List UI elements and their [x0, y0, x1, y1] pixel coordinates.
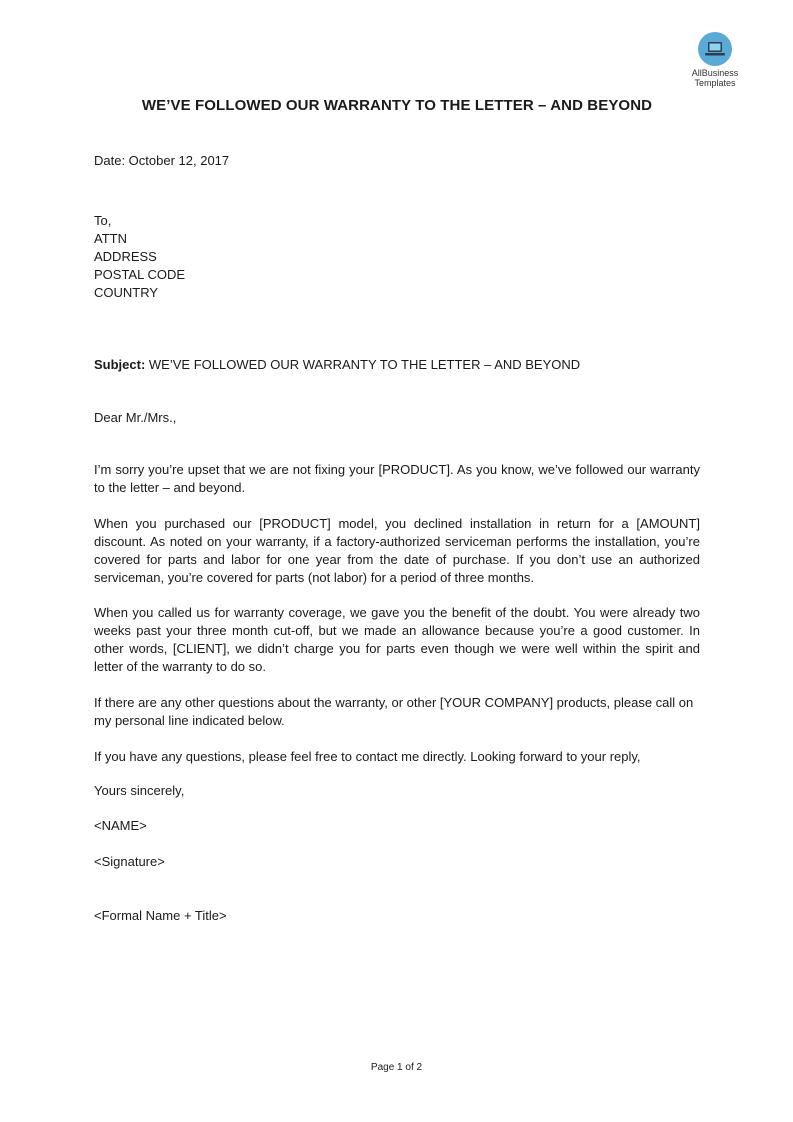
page-number: Page 1 of 2	[370, 1062, 423, 1073]
address-to: To,	[94, 213, 112, 228]
body-paragraph-5: If you have any questions, please feel free to contact me directly. Looking forward to your reply,	[94, 749, 641, 764]
closing-sincerely: Yours sincerely,	[94, 783, 185, 798]
address-country: COUNTRY	[94, 285, 159, 300]
company-logo	[680, 32, 750, 88]
subject-label: Subject:	[94, 357, 146, 372]
body-paragraph-3: When you called us for warranty coverage, we gave you the benefit of the doubt. You were already two weeks past your three month cut-off, but we made an allowance because you’re a good customer. In other words, [CLIENT], we didn’t charge you for parts even though we were well within the spirit and letter of the warranty to do so.	[94, 605, 700, 674]
laptop-icon	[698, 32, 732, 66]
logo-text-line2: Templates	[694, 78, 736, 88]
body-paragraph-4: If there are any other questions about the warranty, or other [YOUR COMPANY] products, please call on my personal line indicated below.	[94, 695, 694, 728]
address-attn: ATTN	[94, 231, 127, 246]
address-line: ADDRESS	[94, 249, 157, 264]
logo-text-line1: AllBusiness	[691, 68, 739, 78]
letter-title: WE’VE FOLLOWED OUR WARRANTY TO THE LETTER – AND BEYOND	[141, 97, 653, 114]
closing-signature: <Signature>	[94, 854, 165, 869]
letter-date: Date: October 12, 2017	[94, 153, 230, 168]
closing-name: <NAME>	[94, 818, 147, 833]
salutation: Dear Mr./Mrs.,	[94, 410, 177, 425]
address-postal-code: POSTAL CODE	[94, 267, 186, 282]
closing-formal-name-title: <Formal Name + Title>	[94, 908, 227, 923]
subject-text: WE’VE FOLLOWED OUR WARRANTY TO THE LETTER – AND BEYOND	[145, 357, 581, 372]
body-paragraph-2: When you purchased our [PRODUCT] model, you declined installation in return for a [AMOUNT] discount. As noted on your warranty, if a factory-authorized serviceman performs the installation, you’re covered for parts and labor for one year from the date of purchase. If you don’t use an authorized serviceman, you’re covered for parts (not labor) for a period of three months.	[94, 516, 700, 585]
body-paragraph-1: I’m sorry you’re upset that we are not fixing your [PRODUCT]. As you know, we’ve followed our warranty to the letter – and beyond.	[94, 462, 700, 495]
subject-line	[94, 356, 580, 374]
